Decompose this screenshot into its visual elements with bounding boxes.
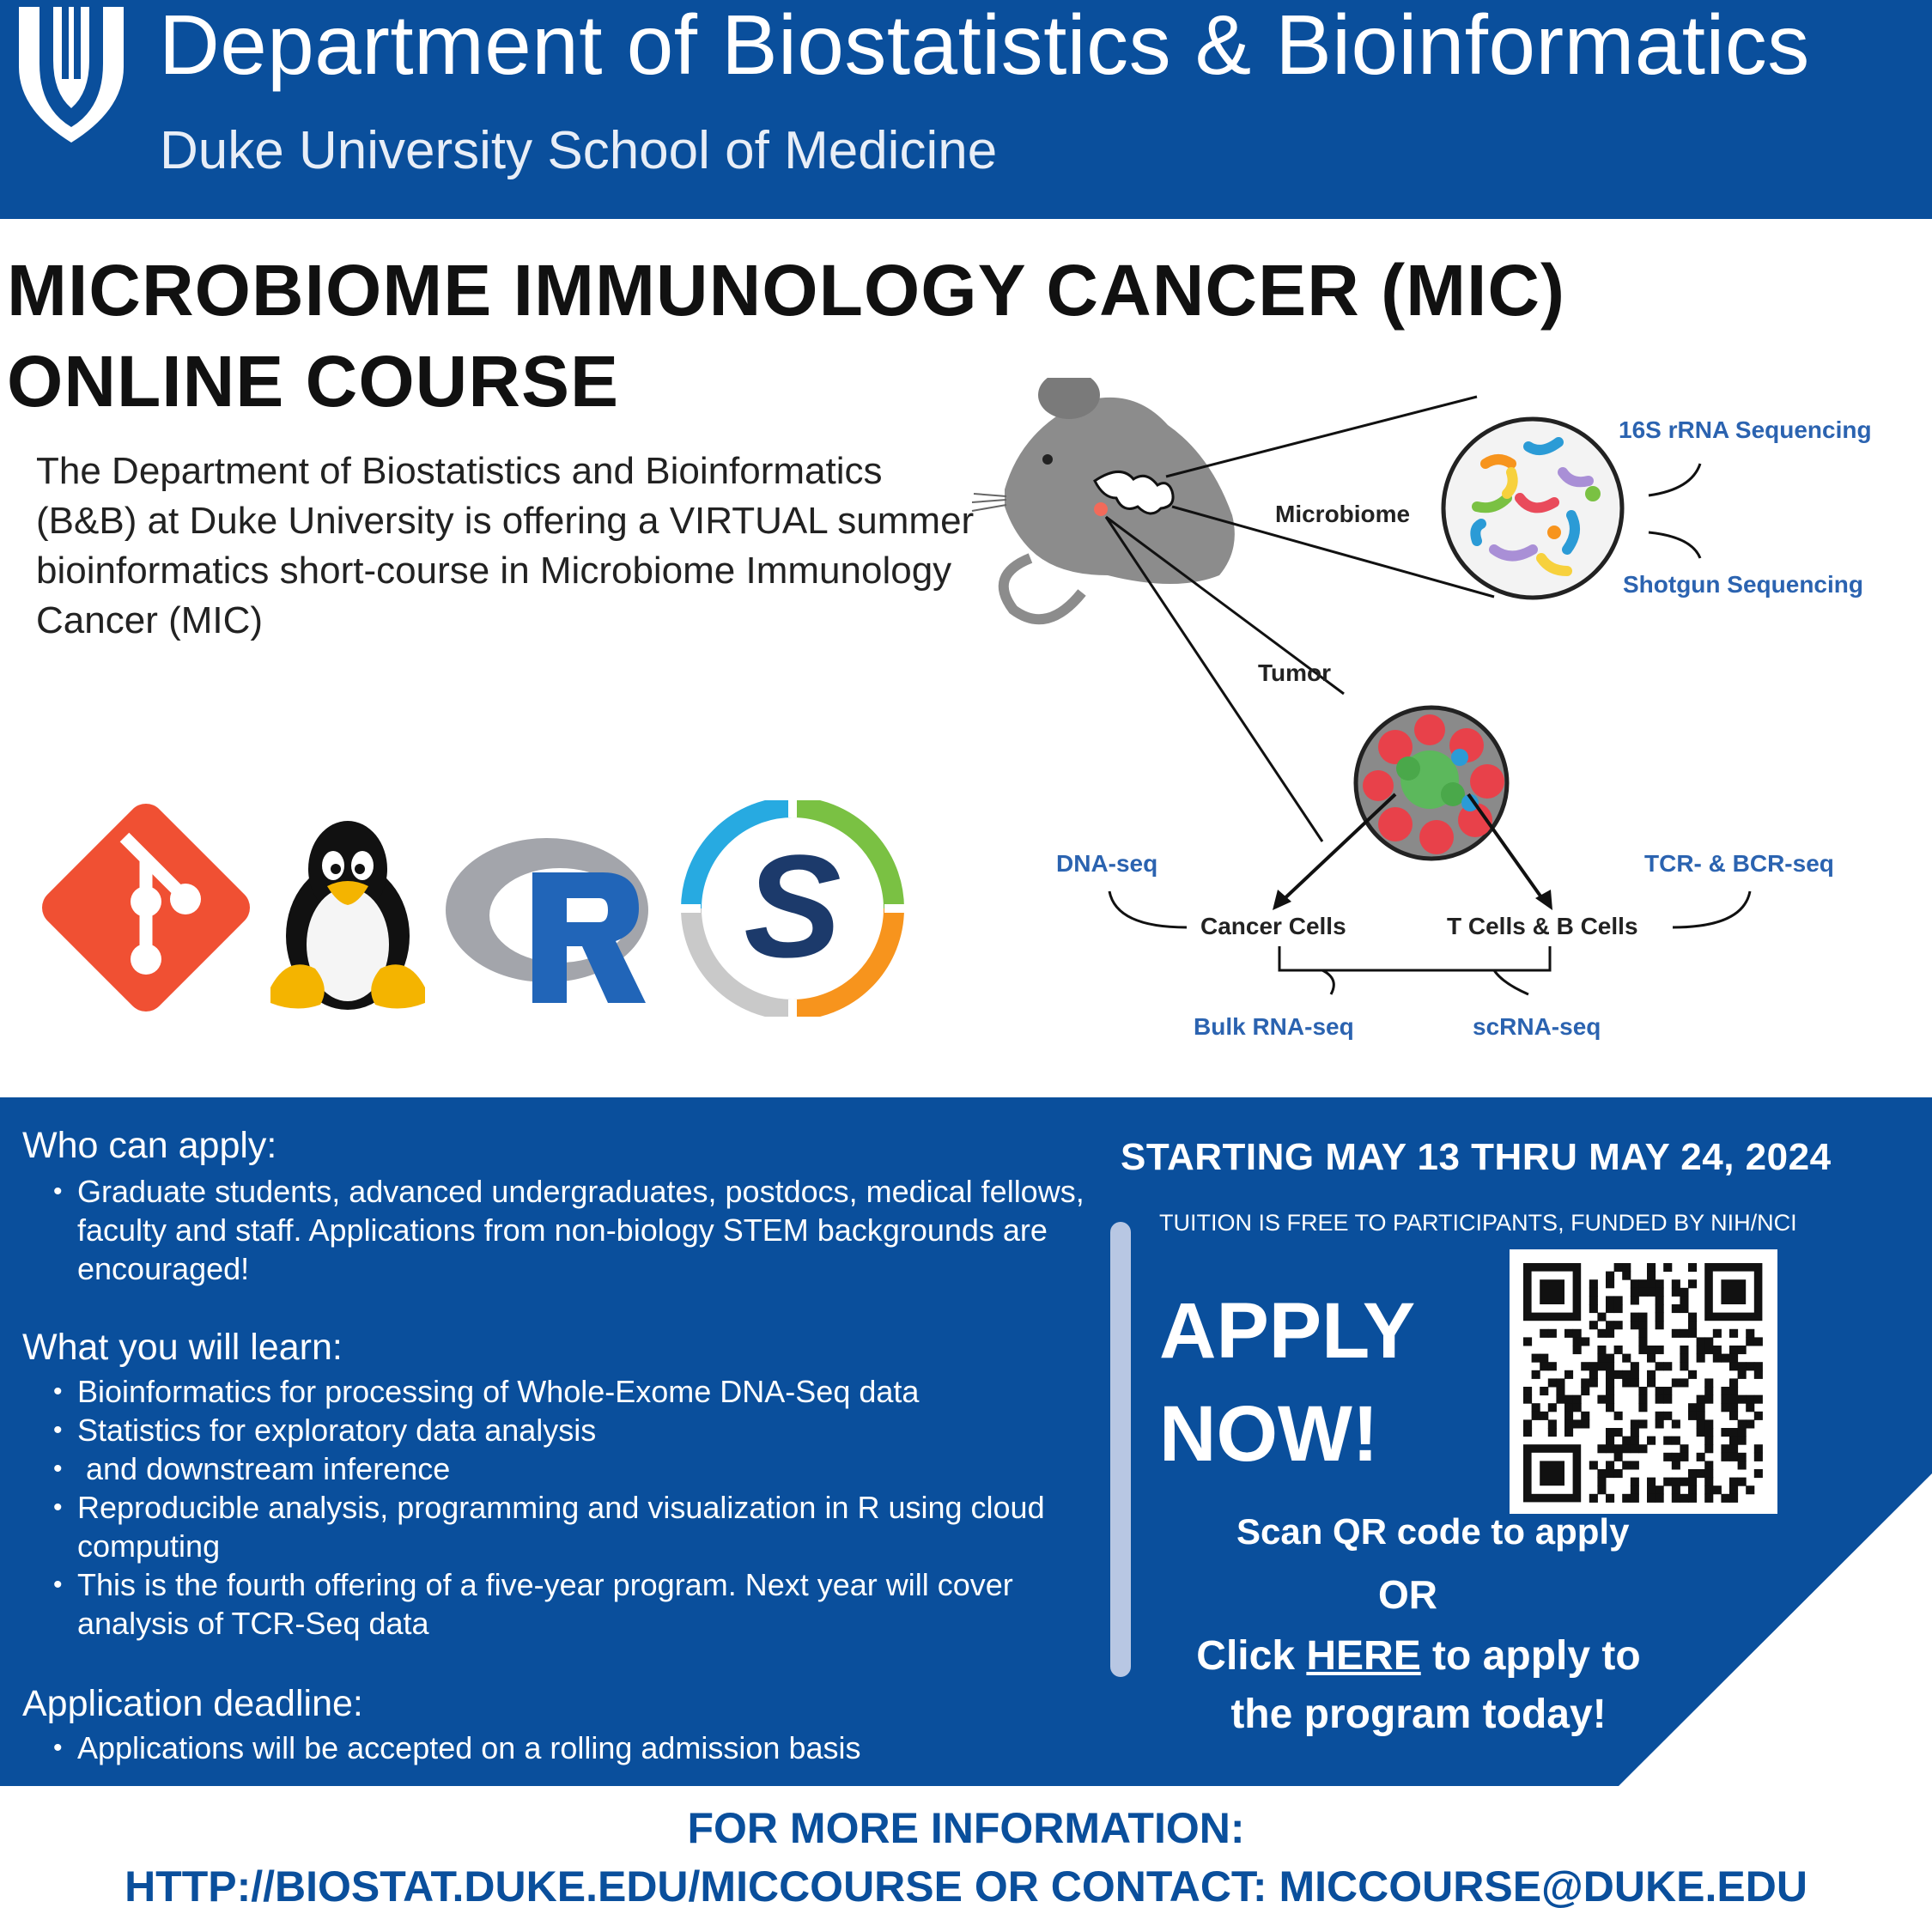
list-item: • Statistics for exploratory data analysis: [22, 1411, 1104, 1449]
deadline-section: [22, 1683, 1104, 1767]
learn-list: [22, 1372, 1104, 1643]
linux-penguin-icon: [262, 816, 434, 1013]
list-item: • and downstream inference: [22, 1449, 1104, 1488]
course-title-line1: MICROBIOME IMMUNOLOGY CANCER (MIC): [7, 250, 1566, 331]
apply-line2: NOW!: [1159, 1390, 1379, 1478]
who-heading: Who can apply:: [22, 1125, 277, 1166]
department-name: Department of Biostatistics & Bioinformatics: [159, 0, 1810, 92]
learn-heading: What you will learn:: [22, 1327, 343, 1368]
course-dates: STARTING MAY 13 THRU MAY 24, 2024: [1121, 1136, 1832, 1178]
click-post: to apply to the program today!: [1230, 1633, 1641, 1737]
s-logo-icon: [680, 800, 905, 1017]
label-shotgun: Shotgun Sequencing: [1623, 571, 1863, 598]
deadline-list: [22, 1728, 1104, 1767]
duke-shield-logo: [15, 7, 127, 144]
list-item: • Bioinformatics for processing of Whole-Exome DNA-Seq data: [22, 1372, 1104, 1411]
school-name: Duke University School of Medicine: [160, 121, 998, 180]
apply-now-heading: [1159, 1279, 1415, 1485]
label-tumor: Tumor: [1258, 659, 1332, 686]
deadline-heading: Application deadline:: [22, 1683, 363, 1724]
label-bulk: Bulk RNA-seq: [1194, 1013, 1354, 1040]
apply-line1: APPLY: [1159, 1287, 1416, 1375]
learn-section: [22, 1327, 1104, 1643]
tuition-note: TUITION IS FREE TO PARTICIPANTS, FUNDED BY NIH/NCI: [1159, 1210, 1797, 1236]
list-item: • This is the fourth offering of a five-year program. Next year will cover analysis of TCR-Seq data: [22, 1565, 1104, 1643]
label-tcr: TCR- & BCR-seq: [1644, 850, 1834, 877]
apply-link-text: [1161, 1627, 1676, 1744]
contact-info: HTTP://BIOSTAT.DUKE.EDU/MICCOURSE OR CONTACT: MICCOURSE@DUKE.EDU: [125, 1862, 1807, 1911]
git-logo-icon: [34, 803, 258, 1013]
course-intro: The Department of Biostatistics and Bioinformatics (B&B) at Duke University is offering a VIRTUAL summer bioinformatics short-course in Microbiome Immunology Cancer (MIC): [36, 450, 975, 641]
list-item: • Graduate students, advanced undergraduates, postdocs, medical fellows, faculty and staff. Applications from non-biology STEM backgrounds are encouraged!: [22, 1172, 1104, 1288]
label-microbiome: Microbiome: [1275, 501, 1411, 527]
r-logo-icon: [440, 831, 654, 1007]
qr-code[interactable]: [1510, 1249, 1777, 1514]
more-info-heading: FOR MORE INFORMATION:: [687, 1804, 1245, 1852]
tumor-circle: [1356, 708, 1507, 859]
list-item: • Reproducible analysis, programming and visualization in R using cloud computing: [22, 1488, 1104, 1565]
scan-instruction: Scan QR code to apply: [1236, 1511, 1630, 1552]
mic-diagram: [962, 378, 1932, 1056]
apply-here-link[interactable]: HERE: [1306, 1633, 1421, 1679]
who-section: [22, 1125, 1104, 1288]
or-text: OR: [1378, 1572, 1437, 1617]
s-letter: S: [744, 825, 841, 988]
list-item: • Applications will be accepted on a rolling admission basis: [22, 1728, 1104, 1767]
label-16s: 16S rRNA Sequencing: [1619, 416, 1872, 443]
label-cancer-cells: Cancer Cells: [1200, 913, 1346, 939]
label-scrna: scRNA-seq: [1473, 1013, 1601, 1040]
label-tb-cells: T Cells & B Cells: [1447, 913, 1638, 939]
who-list: [22, 1172, 1104, 1288]
click-pre: Click: [1196, 1633, 1307, 1679]
label-dnaseq: DNA-seq: [1056, 850, 1158, 877]
qr-code-icon: [1510, 1249, 1777, 1514]
microbiome-circle: [1443, 419, 1622, 598]
vertical-divider: [1110, 1222, 1131, 1677]
course-title-line2: ONLINE COURSE: [7, 341, 620, 422]
